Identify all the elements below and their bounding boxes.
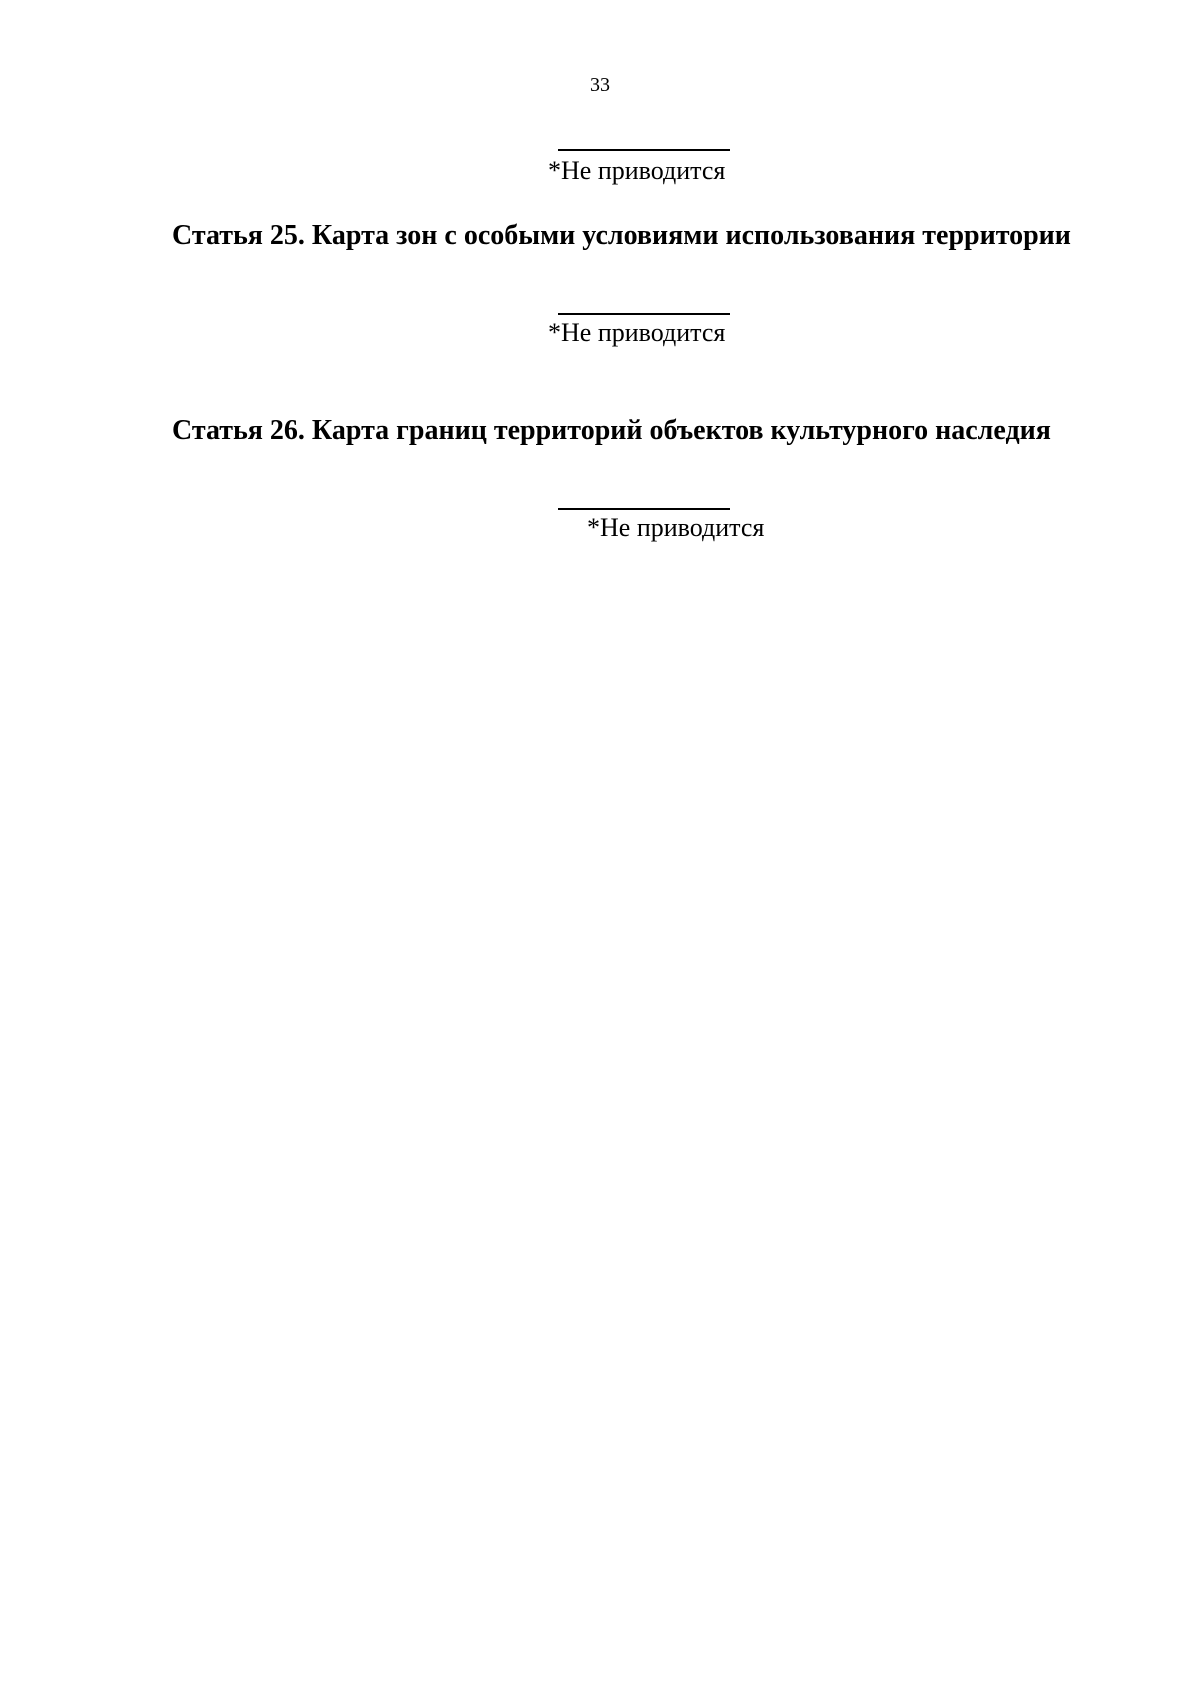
footnote-text: *Не приводится — [548, 156, 726, 185]
footnote-separator — [558, 508, 730, 510]
footnote-separator — [558, 313, 730, 315]
footnote-text: *Не приводится — [587, 513, 765, 542]
article-heading: Статья 25. Карта зон с особыми условиями использования территории — [172, 220, 1071, 251]
footnote-text: *Не приводится — [548, 318, 726, 347]
article-heading: Статья 26. Карта границ территорий объектов культурного наследия — [172, 415, 1051, 446]
page-number: 33 — [590, 74, 610, 96]
footnote-separator — [558, 149, 730, 151]
